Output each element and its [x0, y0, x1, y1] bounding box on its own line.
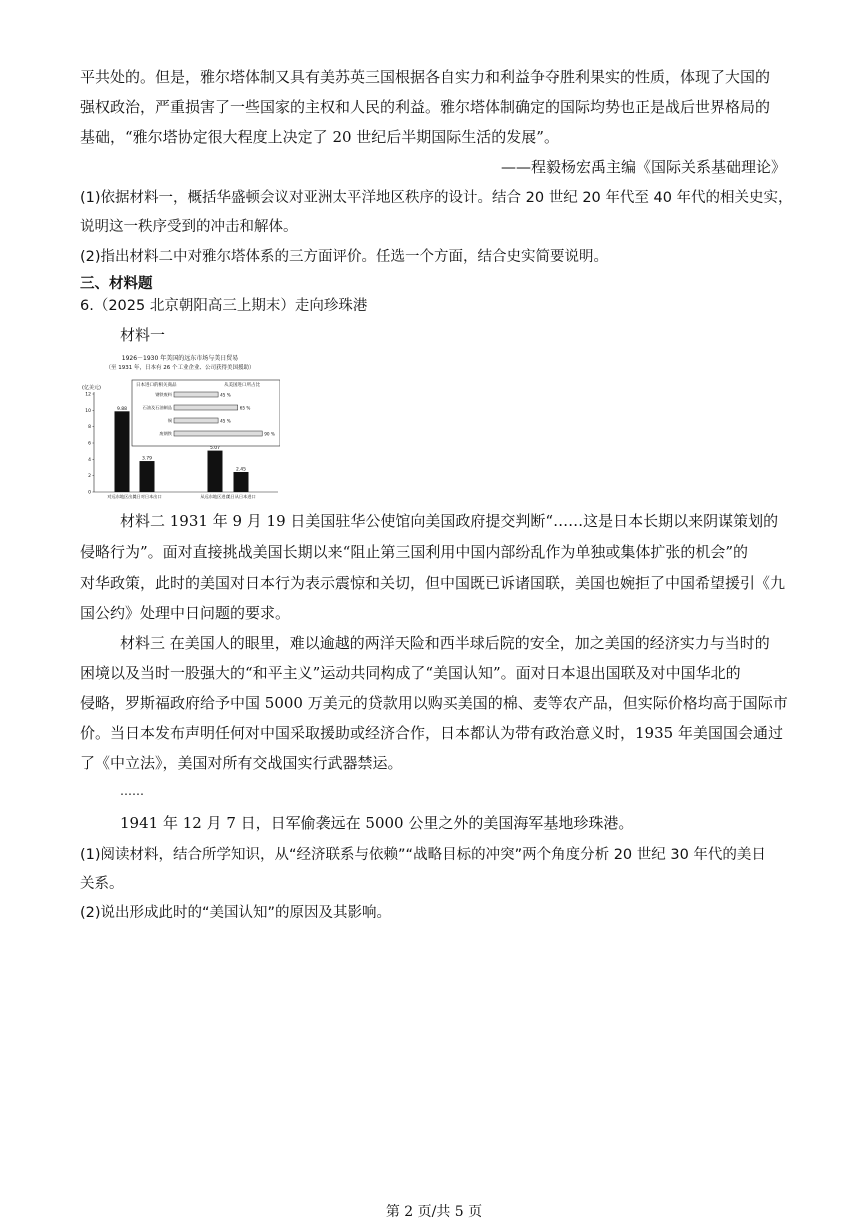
material-2-line: 对华政策，此时的美国对日本行为表示震惊和关切，但中国既已诉诸国联，美国也婉拒了中国希望援引《九: [80, 574, 786, 592]
y-tick-label: 6: [88, 441, 91, 447]
material-1-label: 材料一: [120, 326, 166, 344]
material-3-line: 侵略，罗斯福政府给予中国 5000 万美元的贷款用以购买美国的棉、麦等农产品，但实际价格均高于国际市: [80, 694, 788, 712]
trade-chart: [80, 352, 280, 502]
paragraph-line: 基础，“雅尔塔协定很大程度上决定了 20 世纪后半期国际生活的发展”。: [80, 128, 559, 146]
y-tick-label: 2: [88, 474, 91, 480]
inset-row-label: 石油及石油制品: [142, 405, 172, 410]
x-tick-label: 从远东地区进口: [200, 494, 230, 499]
bar: [115, 411, 130, 492]
inset-bar: [174, 392, 218, 397]
ellipsis: ……: [120, 784, 144, 798]
material-2-line: 国公约》处理中日问题的要求。: [80, 604, 291, 622]
material-3-line: 价。当日本发布声明任何对中国采取援助或经济合作，日本都认为带有政治意义时，1935 年美国国会通过: [80, 724, 783, 742]
inset-bar-value: 65 %: [239, 405, 251, 411]
material-2-line: 侵略行为”。面对直接挑战美国长期以来“阻止第三国利用中国内部纷乱作为单独或集体扩张的机会”的: [80, 543, 749, 561]
y-tick-label: 8: [88, 425, 91, 431]
bar: [234, 472, 249, 492]
material-3-line: 材料三 在美国人的眼里，难以逾越的两洋天险和西半球后院的安全，加之美国的经济实力与当时的: [120, 634, 770, 652]
inset-header-right: 从美国进口所占比: [224, 383, 260, 388]
chart-y-label: (亿美元): [82, 385, 101, 391]
bar: [140, 461, 155, 492]
paragraph-line: 强权政治，严重损害了一些国家的主权和人民的利益。雅尔塔体制确定的国际均势也正是战后世界格局的: [80, 98, 771, 116]
inset-bar: [174, 431, 262, 436]
x-tick-label: 美日对日本出口: [132, 494, 162, 499]
inset-bar: [174, 405, 238, 410]
citation: ——程毅杨宏禹主编《国际关系基础理论》: [500, 158, 786, 176]
x-tick-label: 对远东地区出口: [107, 494, 137, 499]
inset-row-label: 钢铁废料: [155, 392, 172, 397]
material-3-line: 困境以及当时一股强大的“和平主义”运动共同构成了“美国认知”。面对日本退出国联及对中国华北的: [80, 664, 741, 682]
x-tick-label: 美日从日本进口: [226, 494, 256, 499]
bar-value-label: 3.79: [141, 456, 153, 462]
question-5-1: (1)依据材料一，概括华盛顿会议对亚洲太平洋地区秩序的设计。结合 20 世纪 20 年代至 40 年代的相关史实，: [80, 190, 793, 206]
bar-value-label: 9.88: [116, 406, 128, 412]
material-3-line: 了《中立法》，美国对所有交战国实行武器禁运。: [80, 754, 403, 772]
paragraph-line: 平共处的。但是，雅尔塔体制又具有美苏英三国根据各自实力和利益争夺胜利果实的性质，体现了大国的: [80, 68, 771, 86]
inset-header-left: 日本进口的相关商品: [136, 383, 177, 388]
question-6-1-cont: 关系。: [80, 876, 124, 892]
chart-subtitle: （至 1931 年，日本有 26 个工业企业、公司获得美国援助）: [105, 365, 255, 371]
y-tick-label: 0: [88, 490, 91, 496]
question-6-2: (2)说出形成此时的“美国认知”的原因及其影响。: [80, 905, 392, 921]
inset-bar-value: 45 %: [220, 418, 231, 424]
chart-title: 1926－1930 年美国的远东市场与美日贸易: [121, 355, 239, 362]
pearl-harbor-line: 1941 年 12 月 7 日，日军偷袭远在 5000 公里之外的美国海军基地珍珠港。: [120, 814, 634, 832]
question-5-1-cont: 说明这一秩序受到的冲击和解体。: [80, 219, 298, 235]
inset-bar-value: 45 %: [220, 392, 231, 398]
question-6-title: 6.（2025 北京朝阳高三上期末）走向珍珠港: [80, 298, 368, 314]
question-5-2: (2)指出材料二中对雅尔塔体系的三方面评价。任选一个方面，结合史实简要说明。: [80, 249, 609, 265]
inset-bar: [174, 418, 218, 423]
inset-row-label: 铜: [167, 418, 172, 423]
inset-row-label: 废钢铁: [159, 431, 172, 436]
section-title: 三、材料题: [80, 276, 153, 292]
page-footer: 第 2 页/共 5 页: [385, 1204, 483, 1220]
bar-value-label: 5.07: [209, 446, 221, 452]
question-6-1: (1)阅读材料，结合所学知识，从“经济联系与依赖”“战略目标的冲突”两个角度分析 20 世纪 30 年代的美日: [80, 847, 766, 863]
y-tick-label: 12: [85, 392, 91, 398]
y-tick-label: 10: [85, 408, 91, 414]
material-2-line: 材料二 1931 年 9 月 19 日美国驻华公使馆向美国政府提交判断“……这是日本长期以来阴谋策划的: [120, 512, 779, 530]
bar-value-label: 2.45: [235, 467, 247, 473]
inset-bar-value: 90 %: [264, 431, 275, 437]
bar: [208, 451, 223, 492]
y-tick-label: 4: [88, 457, 91, 463]
